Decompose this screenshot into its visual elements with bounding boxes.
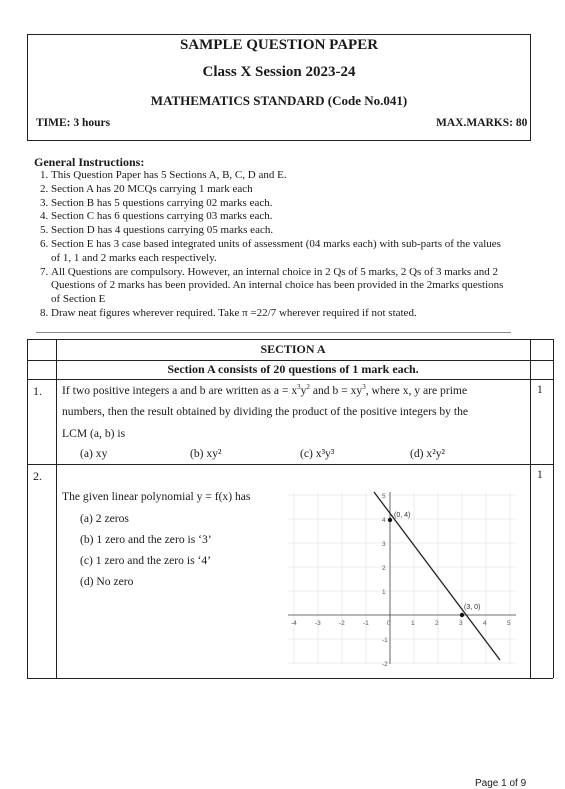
paper-title: SAMPLE QUESTION PAPER xyxy=(179,37,379,53)
max-marks-label: MAX.MARKS: 80 xyxy=(436,117,528,129)
question-1-line-3: LCM (a, b) is xyxy=(62,427,126,440)
subject-title: MATHEMATICS STANDARD (Code No.041) xyxy=(150,93,408,108)
linear-graph xyxy=(288,490,518,668)
option-c: (c) 1 zero and the zero is ‘4’ xyxy=(80,554,212,567)
x-tick-label: 4 xyxy=(483,620,487,627)
instruction-item: 5. Section D has 4 questions carrying 05 marks each. xyxy=(51,224,507,238)
x-tick-label: 2 xyxy=(435,620,439,627)
time-label: TIME: 3 hours xyxy=(36,117,111,129)
y-tick-label: 2 xyxy=(382,565,386,572)
x-tick-label: 3 xyxy=(459,620,463,627)
instruction-item: 8. Draw neat figures wherever required. Take π =22/7 wherever required if not stated. xyxy=(51,307,507,321)
x-tick-label: -1 xyxy=(363,620,369,627)
divider xyxy=(36,332,511,333)
section-a-title: SECTION A xyxy=(260,342,326,356)
instruction-item: 7. All Questions are compulsory. However, an internal choice in 2 Qs of 5 marks, 2 Qs of 3 marks and 2 Questions of 2 marks has been provided. An internal choice has been provided in the 2marks questions of Section E xyxy=(51,266,507,307)
instructions-heading: General Instructions: xyxy=(34,155,145,169)
instruction-item: 3. Section B has 5 questions carrying 02 marks each. xyxy=(51,197,507,211)
x-tick-label: -3 xyxy=(315,620,321,627)
instruction-item: 6. Section E has 3 case based integrated units of assessment (04 marks each) with sub-parts of the values of 1, 1 and 2 marks each respectively. xyxy=(51,238,507,266)
section-a-subtitle: Section A consists of 20 questions of 1 mark each. xyxy=(167,362,419,376)
x-tick-labels xyxy=(291,620,511,627)
option-c: (c) x³y³ xyxy=(300,447,335,460)
option-d: (d) No zero xyxy=(80,575,134,588)
y-tick-label: -2 xyxy=(382,661,388,668)
point-a-label: (0, 4) xyxy=(394,512,411,519)
y-tick-label: 4 xyxy=(382,517,386,524)
question-1-line-1: If two positive integers a and b are written as $a = x^3y^2$ and $b = xy^3$, where x, y are prime xyxy=(62,383,468,397)
option-b: (b) 1 zero and the zero is ‘3’ xyxy=(80,533,212,546)
instruction-item: 1. This Question Paper has 5 Sections A, B, C, D and E. xyxy=(51,169,507,183)
x-tick-label: 1 xyxy=(411,620,415,627)
question-1-line-2: numbers, then the result obtained by dividing the product of the positive integers by the xyxy=(62,405,469,418)
x-tick-label: 5 xyxy=(507,620,511,627)
y-tick-label: 3 xyxy=(382,541,386,548)
question-number: 2. xyxy=(33,469,42,483)
option-d: (d) x²y² xyxy=(410,447,445,460)
point-3-0 xyxy=(460,613,464,617)
instruction-item: 4. Section C has 6 questions carrying 03 marks each. xyxy=(51,210,507,224)
option-a: (a) 2 zeros xyxy=(80,512,129,525)
marks: 1 xyxy=(537,469,543,481)
question-2-stem: The given linear polynomial y = f(x) has xyxy=(62,490,251,503)
class-session: Class X Session 2023-24 xyxy=(202,64,356,80)
page-number: Page 1 of 9 xyxy=(475,778,527,789)
question-number: 1. xyxy=(33,384,42,398)
point-b-label: (3, 0) xyxy=(464,604,481,611)
graph-line xyxy=(374,492,500,660)
option-a: (a) xy xyxy=(80,447,108,460)
y-tick-label: 5 xyxy=(382,493,386,500)
instruction-item: 2. Section A has 20 MCQs carrying 1 mark each xyxy=(51,183,507,197)
y-tick-label: 1 xyxy=(382,589,386,596)
marks: 1 xyxy=(537,384,543,396)
option-b: (b) xy² xyxy=(190,447,222,460)
x-tick-label: -2 xyxy=(339,620,345,627)
point-0-4 xyxy=(388,518,392,522)
instructions-list xyxy=(29,169,507,321)
y-tick-label: -1 xyxy=(382,637,388,644)
x-tick-label: 0 xyxy=(387,620,391,627)
x-tick-label: -4 xyxy=(291,620,297,627)
